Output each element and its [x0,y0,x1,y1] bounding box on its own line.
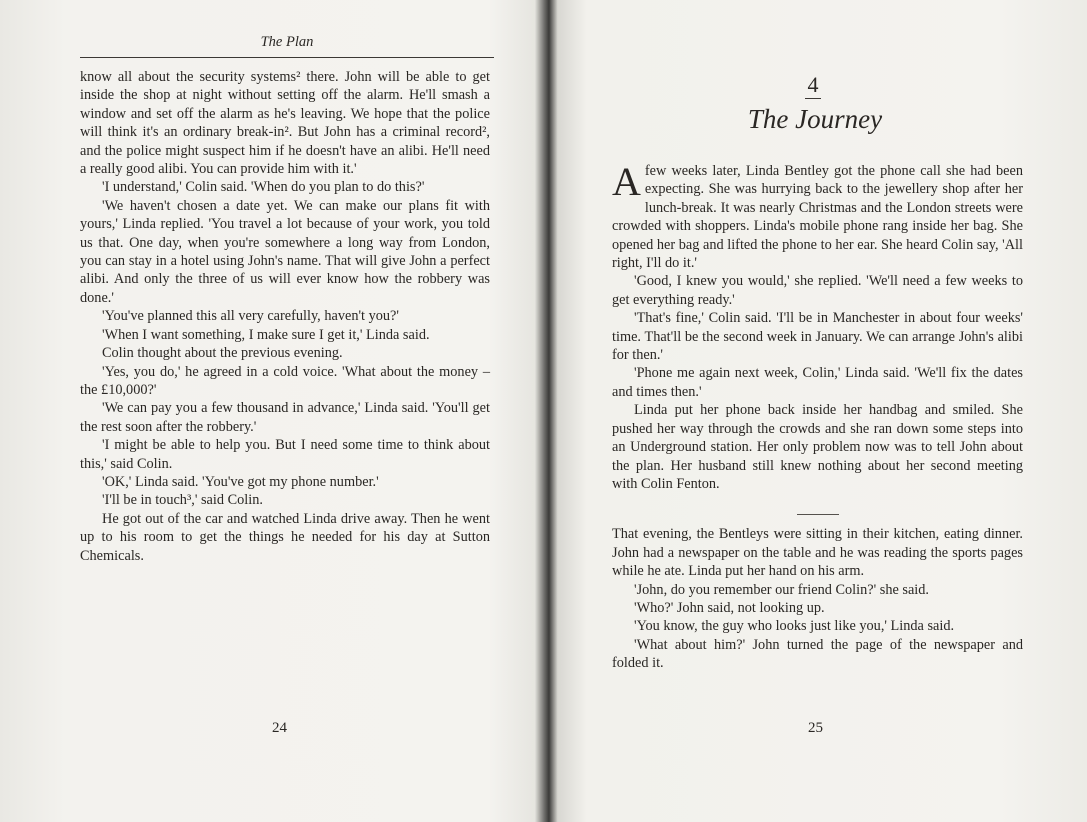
paragraph: 'OK,' Linda said. 'You've got my phone number.' [102,473,379,490]
section-gap [612,493,1023,505]
drop-cap: A [612,159,641,204]
chapter-title: The Journey [747,104,883,134]
paragraph: 'I understand,' Colin said. 'When do you plan to do this?' [102,179,425,196]
paragraph: 'Yes, you do,' he agreed in a cold voice. 'What about the money – the £10,000?' [80,363,490,398]
paragraph: 'When I want something, I make sure I get it,' Linda said. [102,326,430,343]
paragraph: 'We can pay you a few thousand in advance,' Linda said. 'You'll get the rest soon after the robbery.' [80,400,490,435]
paragraph: That evening, the Bentleys were sitting in their kitchen, eating dinner. John had a newspaper on the table and he was reading the sports pages while he ate. Linda put her hand on his arm. [612,526,1023,580]
paragraph: know all about the security systems² there. John will be able to get inside the shop at night without setting off the alarm. He'll smash a window and set off the alarm as he's leaving. We hope that the police will think it's an ordinary break-in². But John has a criminal record², and the police might suspect him if he doesn't have an alibi. He'll need a really good alibi. You can provide him with it.' [80,69,490,178]
right-page [550,0,1087,822]
chapter-rule [805,98,821,99]
page-number: 24 [272,720,287,736]
opening-text: few weeks later, Linda Bentley got the phone call she had been expecting. She was hurrying back to the jewellery shop after her lunch-break. It was nearly Christmas and the London streets were crowded with shoppers. Linda's mobile phone rang inside her bag. She opened her bag and lifted the phone to her ear. She heard Colin say, 'All right, I'll do it.' [612,163,1023,272]
running-head-rule [80,57,494,58]
left-page [0,0,540,822]
paragraph: 'You've planned this all very carefully, haven't you?' [102,308,399,325]
paragraph: 'Who?' John said, not looking up. [634,599,825,616]
paragraph: 'What about him?' John turned the page of the newspaper and folded it. [612,636,1023,672]
left-page-body [80,68,490,565]
paragraph: Colin thought about the previous evening. [102,345,343,362]
page-number: 25 [808,720,823,736]
paragraph: Linda put her phone back inside her handbag and smiled. She pushed her way through the crowds and she ran down some steps into an Underground station. Her only problem now was to tell John about the plan. Her husband still knew nothing about her second meeting with Colin Fenton. [612,402,1023,492]
section-break-rule [797,514,839,515]
running-head: The Plan [260,34,314,50]
opening-paragraph [612,159,1023,272]
paragraph: 'John, do you remember our friend Colin?' she said. [634,581,929,598]
paragraph: 'Good, I knew you would,' she replied. 'We'll need a few weeks to get everything ready.' [612,273,1023,308]
paragraph: 'Phone me again next week, Colin,' Linda said. 'We'll fix the dates and times then.' [612,365,1023,400]
paragraph: 'We haven't chosen a date yet. We can make our plans fit with yours,' Linda replied. 'You travel a lot because of your work, you told us that. One day, when you're somewhere a long way from London, you can stay in a hotel using John's name. That will give John a perfect alibi. And only the three of us will ever know how the robbery was done.' [80,197,490,306]
paragraph: 'You know, the guy who looks just like you,' Linda said. [634,618,955,635]
chapter-number: 4 [807,72,819,97]
paragraph: 'That's fine,' Colin said. 'I'll be in Manchester in about four weeks' time. That'll be the second week in January. We can arrange John's alibi for then.' [612,310,1023,364]
paragraph: 'I'll be in touch³,' said Colin. [102,492,263,509]
right-page-body [612,159,1023,673]
paragraph: 'I might be able to help you. But I need some time to think about this,' said Colin. [80,437,490,472]
paragraph: He got out of the car and watched Linda drive away. Then he went up to his room to get the things he needed for his day at Sutton Chemicals. [80,510,490,564]
